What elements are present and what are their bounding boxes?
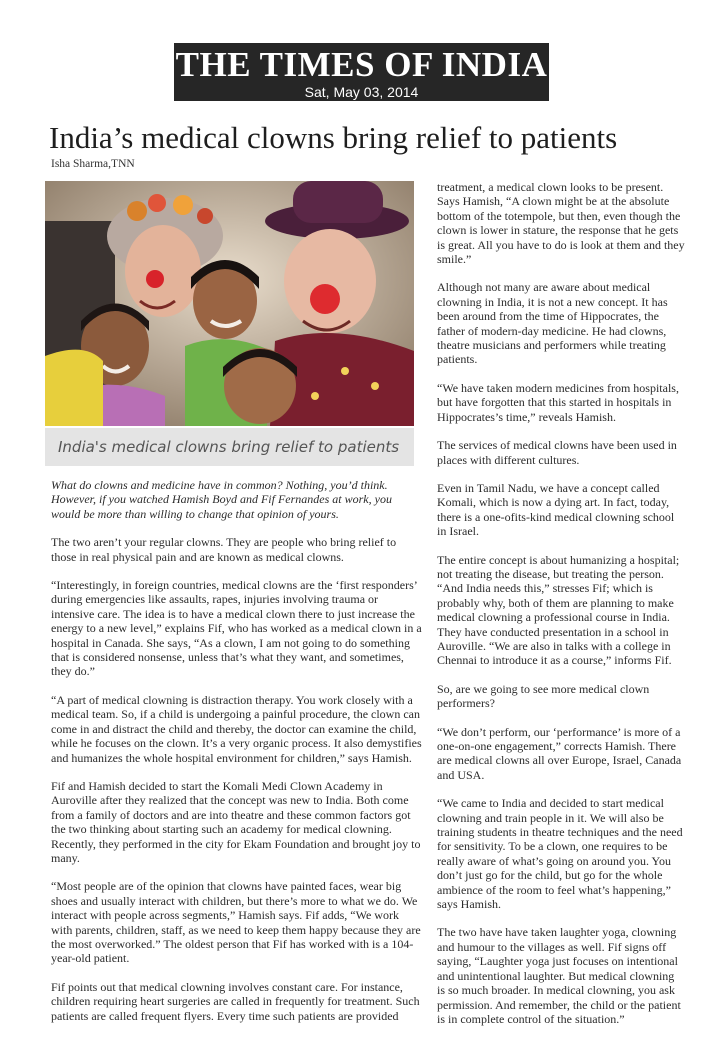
article-paragraph: “Most people are of the opinion that clowns have painted faces, wear big shoes and usually interact with children, but there’s more to what we do. We interact with people across segments,” Hamish says. Fif adds, “We work with parents, children, staff, as we need to keep them happy because they are the most overworked.” The oldest person that Fif has worked with is a 104-year-old patient.: [51, 879, 421, 966]
article-headline: India’s medical clowns bring relief to patients: [49, 120, 618, 155]
article-photo: [45, 181, 414, 426]
article-intro: What do clowns and medicine have in common? Nothing, you’d think. However, if you watched Hamish Boyd and Fif Fernandes at work, you would be more than willing to change that opinion of yours.: [51, 478, 392, 521]
article-paragraph: Fif points out that medical clowning involves constant care. For instance, children requiring heart surgeries are called in frequently for treatment. Such patients are called frequent flyers. Every time such patients are provided: [51, 979, 420, 1023]
article-left-column: [51, 478, 423, 1037]
masthead: [174, 43, 549, 101]
article-right-column: [437, 180, 685, 1040]
article-paragraph: “Interestingly, in foreign countries, medical clowns are the ‘first responders’ during emergencies like assaults, rapes, injuries involving trauma or intensive care. The idea is to have a medical clown there to just increase the energy to a new level,” explains Fif, who has worked as a medical clown in a hospital in Canada. She says, “As a clown, I am not going to do something that is considered nonsense, unless that’s what they want, and sometimes, they do.”: [51, 578, 422, 679]
photo-caption: India's medical clowns bring relief to patients: [58, 438, 400, 456]
article-paragraph: Even in Tamil Nadu, we have a concept called Komali, which is now a dying art. In fact, today, there is a one-ofits-kind medical clowning school in Israel.: [437, 480, 675, 539]
article-paragraph: Although not many are aware about medical clowning in India, it is not a new concept. It has been around from the time of Hippocrates, the father of modern-day medicine. He had clowns, theatre musicians and performers while treating patients.: [437, 280, 668, 367]
article-paragraph: The services of medical clowns have been used in places with different cultures.: [437, 438, 677, 467]
article-paragraph: The two aren’t your regular clowns. They are people who bring relief to those in real physical pain and are known as medical clowns.: [51, 535, 397, 564]
article-paragraph: The entire concept is about humanizing a hospital; not treating the disease, but treating the person. “And India needs this,” stresses Fif; which is probably why, both of them are planning to make medical clowning a professional course in India. They have conducted presentation in a school in Auroville. “We are also in talks with a college in Chennai to introduce it as a course,” informs Fif.: [437, 552, 680, 668]
article-paragraph: Fif and Hamish decided to start the Komali Medi Clown Academy in Auroville after they realized that the concept was new to India. Both come from a family of doctors and are into theatre and these common factors got the two thinking about starting such an academy for medical clowning. Recently, they performed in the city for Ekam Foundation and brought joy to many.: [51, 778, 421, 865]
article-paragraph: The two have have taken laughter yoga, clowning and humour to the villages as well. Fif signs off saying, “Laughter yoga just focuses on intentional and unintentional laughter. But medical clowning is so much broader. In medical clowning, you ask permission. And remember, the child or the patient is in complete control of the situation.”: [437, 925, 681, 1026]
newspaper-name: THE TIMES OF INDIA: [175, 45, 548, 84]
article-byline: Isha Sharma,TNN: [51, 158, 135, 170]
publication-date: Sat, May 03, 2014: [304, 84, 419, 100]
photo-caption-box: [45, 428, 414, 466]
article-paragraph: So, are we going to see more medical clown performers?: [437, 681, 650, 711]
article-paragraph: “We don’t perform, our ‘performance’ is more of a one-on-one engagement,” corrects Hamish. There are medical clowns all over Europe, Israel, Canada and USA.: [437, 724, 682, 782]
article-paragraph: “We came to India and decided to start medical clowning and train people in it. We will also be training students in theatre techniques and the need for sensitivity. To be a clown, one requires to be really aware of what’s going on around you. You don’t just go for the child, but go for the whole ambience of the room to feel what’s happening,” says Hamish.: [437, 796, 683, 912]
article-paragraph: “We have taken modern medicines from hospitals, but have forgotten that this started in hospitals in Hippocrates’s time,” reveals Hamish.: [437, 380, 679, 424]
clowns-with-children-image: [45, 181, 414, 426]
article-paragraph: “A part of medical clowning is distraction therapy. You work closely with a medical team. So, if a child is undergoing a painful procedure, the clown can come in and distract the child and thereby, the doctor can examine the child, while he focuses on the clown. It’s a very organic process. It also demystifies and humanizes the whole hospital environment for children,” says Hamish.: [51, 692, 422, 765]
article-paragraph: treatment, a medical clown looks to be present. Says Hamish, “A clown might be at the absolute bottom of the totempole, but then, even though the clown is lower in stature, the response that he gets is great. All you have to do is look at them and they smile.”: [437, 180, 685, 267]
